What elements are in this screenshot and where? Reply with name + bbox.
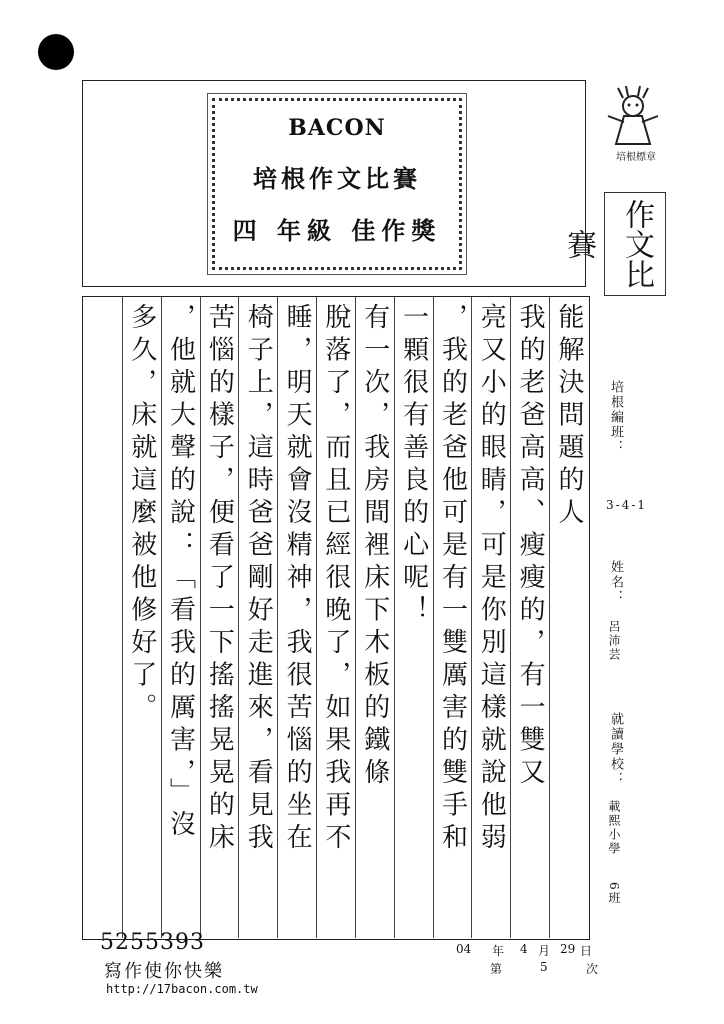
award-stamp <box>212 98 462 270</box>
manuscript-grid <box>82 296 590 940</box>
date-month: 4 <box>520 942 528 956</box>
date-year-unit: 年 <box>492 944 505 958</box>
site-url: http://17bacon.com.tw <box>106 982 258 996</box>
registration-dot <box>38 34 74 70</box>
stamp-label: 培根標章 <box>616 152 656 163</box>
manuscript-column: 我的老爸高高、瘦瘦的，有一雙又 <box>510 297 549 938</box>
serial-number: 5255393 <box>100 930 205 955</box>
date-month-unit: 月 <box>538 944 551 958</box>
brand-slogan: 寫作使你快樂 <box>104 961 224 982</box>
stamp-title: BACON <box>288 115 386 141</box>
manuscript-column-empty <box>83 297 122 938</box>
manuscript-column: 脫落了，而且已經很晚了，如果我再不 <box>316 297 355 938</box>
manuscript-column: 椅子上，這時爸爸剛好走進來，看見我 <box>238 297 277 938</box>
date-year: 04 <box>456 942 472 956</box>
name-label: 姓名： <box>608 560 623 605</box>
manuscript-column: 多久，床就這麼被他修好了。 <box>122 297 161 938</box>
manuscript-column: 一顆很有善良的心呢！ <box>394 297 433 938</box>
manuscript-column: 有一次，我房間裡床下木板的鐵條 <box>355 297 394 938</box>
page-prefix: 第 <box>490 962 503 976</box>
stamp-contest: 培根作文比賽 <box>253 164 421 193</box>
class-value: 3-4-1 <box>606 498 648 512</box>
manuscript-column: 苦惱的樣子，便看了一下搖搖晃晃的床 <box>200 297 239 938</box>
grade-value: 6班 <box>607 882 621 906</box>
mascot-icon <box>604 86 662 150</box>
manuscript-column: ，他就大聲的說：「看我的厲害，」沒 <box>161 297 200 938</box>
school-value: 載熙小學 <box>607 800 621 856</box>
page-suffix: 次 <box>586 962 599 976</box>
manuscript-column: 亮又小的眼睛，可是你別這樣就說他弱 <box>471 297 510 938</box>
page-number: 5 <box>540 960 548 974</box>
manuscript-column: 能解決問題的人 <box>549 297 588 938</box>
date-day-unit: 日 <box>580 944 593 958</box>
name-value: 呂沛芸 <box>607 620 621 662</box>
side-title: 作文比賽 <box>604 192 666 296</box>
manuscript-column: 睡，明天就會沒精神，我很苦惱的坐在 <box>277 297 316 938</box>
class-label: 培根編班： <box>608 380 623 455</box>
date-day: 29 <box>560 942 576 956</box>
manuscript-column: ，我的老爸他可是有一雙厲害的雙手和 <box>433 297 472 938</box>
school-label: 就讀學校： <box>608 712 623 787</box>
stamp-award: 四 年級 佳作獎 <box>232 216 442 245</box>
